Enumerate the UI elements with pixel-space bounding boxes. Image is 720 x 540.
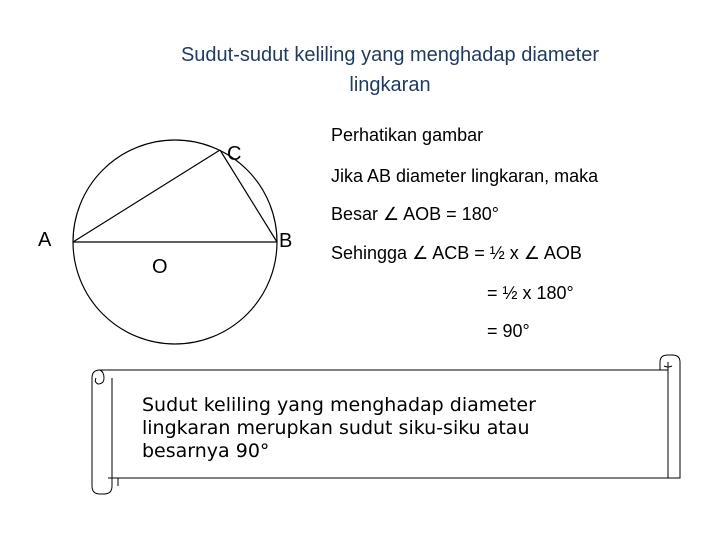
explanation-line-1: Perhatikan gambar [331,125,484,145]
explanation-line-5: = ½ x 180° [487,283,574,303]
explanation-line-2: Jika AB diameter lingkaran, maka [331,166,599,186]
conclusion-line-3: besarnya 90° [142,440,270,462]
title-line-1: Sudut-sudut keliling yang menghadap diameter [180,44,600,66]
conclusion-line-1: Sudut keliling yang menghadap diameter [142,394,536,416]
conclusion-text [142,394,662,463]
chord-ac [73,150,220,242]
explanation-line-6: = 90° [487,321,530,341]
title-line-2: lingkaran [349,74,431,96]
explanation-line-4: Sehingga ∠ ACB = ½ x ∠ AOB [331,243,582,263]
point-label-o: O [152,256,168,278]
point-label-c: C [227,143,242,165]
point-label-a: A [38,229,52,251]
explanation-line-3: Besar ∠ AOB = 180° [331,204,499,224]
conclusion-line-2: lingkaran merupkan sudut siku-siku atau [142,417,530,439]
point-label-b: B [279,230,293,252]
